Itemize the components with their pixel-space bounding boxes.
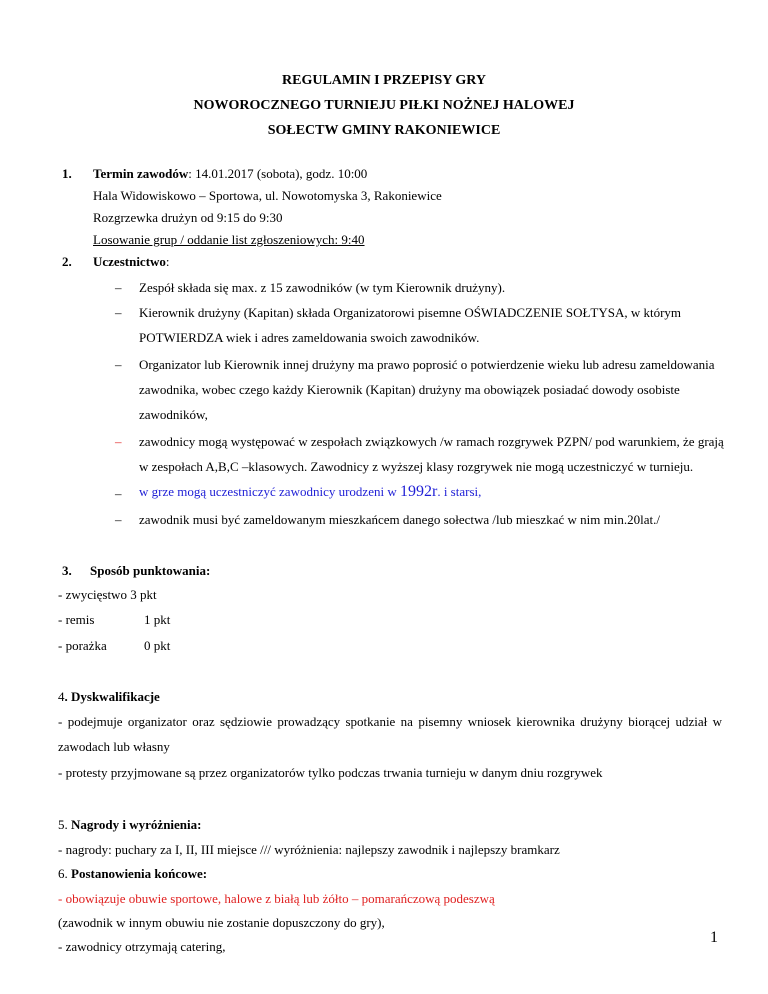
section-2-heading [93,254,170,270]
section-6-label: Postanowienia końcowe: [71,866,208,881]
bullet-organizer-line-2: zawodnika, wobec czego każdy Kierownik (Kapitan) drużyny ma obowiązek posiadać dowody osobiste [139,382,680,397]
bullet-captain-line-2: POTWIERDZA wiek i adres zameldowania swoich zawodników. [139,330,480,345]
section-4-heading [58,689,160,705]
points-loss-label: - porażka [58,638,107,653]
section-6-line-2: (zawodnik w innym obuwiu nie zostanie dopuszczony do gry), [58,915,385,930]
section-6-number: 6. [58,866,71,881]
section-6-line-1: - obowiązuje obuwie sportowe, halowe z białą lub żółto – pomarańczową podeszwą [58,891,495,906]
section-1-value: : 14.01.2017 (sobota), godz. 10:00 [188,166,368,181]
bullet-dash: – [115,434,122,449]
section-2-number: 2. [62,254,72,269]
section-3-heading: Sposób punktowania: [90,563,211,578]
section-1-label: Termin zawodów [93,166,189,181]
bullet-dash: – [115,357,122,372]
points-draw-value: 1 pkt [144,612,171,627]
section-1-heading [93,166,367,182]
page-number: 1 [710,929,718,946]
section-1-number: 1. [62,166,72,181]
bullet-age-text: w grze mogą uczestniczyć zawodnicy urodzeni w [139,484,400,499]
bullet-organizer-line-1: Organizator lub Kierownik innej drużyny ma prawo poprosić o potwierdzenie wieku lub adresu zameldowania [139,357,715,372]
section-5-label: Nagrody i wyróżnienia: [71,817,202,832]
bullet-age-year: 1992r [399,483,438,500]
section-2-label: Uczestnictwo [93,254,166,269]
bullet-dash: – [115,486,122,501]
section-6-line-3: - zawodnicy otrzymają catering, [58,939,226,954]
bullet-team-size: Zespół składa się max. z 15 zawodników (w tym Kierownik drużyny). [139,280,506,295]
bullet-dash: – [115,305,122,320]
points-win: - zwycięstwo 3 pkt [58,587,157,602]
title-line-2: NOWOROCZNEGO TURNIEJU PIŁKI NOŻNEJ HALOWEJ [193,98,575,113]
bullet-league-line-1: zawodnicy mogą występować w zespołach związkowych /w ramach rozgrywek PZPN/ pod warunkiem, że grają [139,434,724,449]
section-5-line-1: - nagrody: puchary za I, II, III miejsce /// wyróżnienia: najlepszy zawodnik i najlepszy bramkarz [58,842,560,857]
section-1-draw: Losowanie grup / oddanie list zgłoszeniowych: 9:40 [93,232,365,247]
title-line-3: SOŁECTW GMINY RAKONIEWICE [267,123,501,138]
section-4-line-2: zawodach lub własny [58,739,170,754]
section-5-heading [58,817,201,833]
points-draw-label: - remis [58,612,95,627]
bullet-residence: zawodnik musi być zameldowanym mieszkańcem danego sołectwa /lub mieszkać w nim min.20lat./ [139,512,660,527]
bullet-age-text-end: . i starsi, [437,484,482,499]
section-1-venue: Hala Widowiskowo – Sportowa, ul. Nowotomyska 3, Rakoniewice [93,188,442,203]
section-4-label: . Dyskwalifikacje [64,689,160,704]
title-line-1: REGULAMIN I PRZEPISY GRY [282,73,486,88]
bullet-dash: – [115,280,122,295]
section-4-line-3: - protesty przyjmowane są przez organizatorów tylko podczas trwania turnieju w danym dniu rozgrywek [58,765,603,780]
bullet-dash: – [115,512,122,527]
section-5-number: 5. [58,817,71,832]
section-6-heading [58,866,207,882]
bullet-captain-line-1: Kierownik drużyny (Kapitan) składa Organizatorowi pisemne OŚWIADCZENIE SOŁTYSA, w którym [139,305,682,320]
bullet-league-line-2: w zespołach A,B,C –klasowych. Zawodnicy z wyższej klasy rozgrywek nie mogą uczestniczyć w turnieju. [139,459,694,474]
bullet-organizer-line-3: zawodników, [139,407,208,422]
section-1-warmup: Rozgrzewka drużyn od 9:15 do 9:30 [93,210,283,225]
bullet-age [139,483,481,501]
section-2-colon: : [165,254,170,269]
section-4-number: 4 [58,689,65,704]
section-4-line-1: - podejmuje organizator oraz sędziowie prowadzący spotkanie na pisemny wniosek kierownika drużyny biorącej udział w [58,714,722,729]
points-loss-value: 0 pkt [144,638,171,653]
section-3-number: 3. [62,563,72,578]
